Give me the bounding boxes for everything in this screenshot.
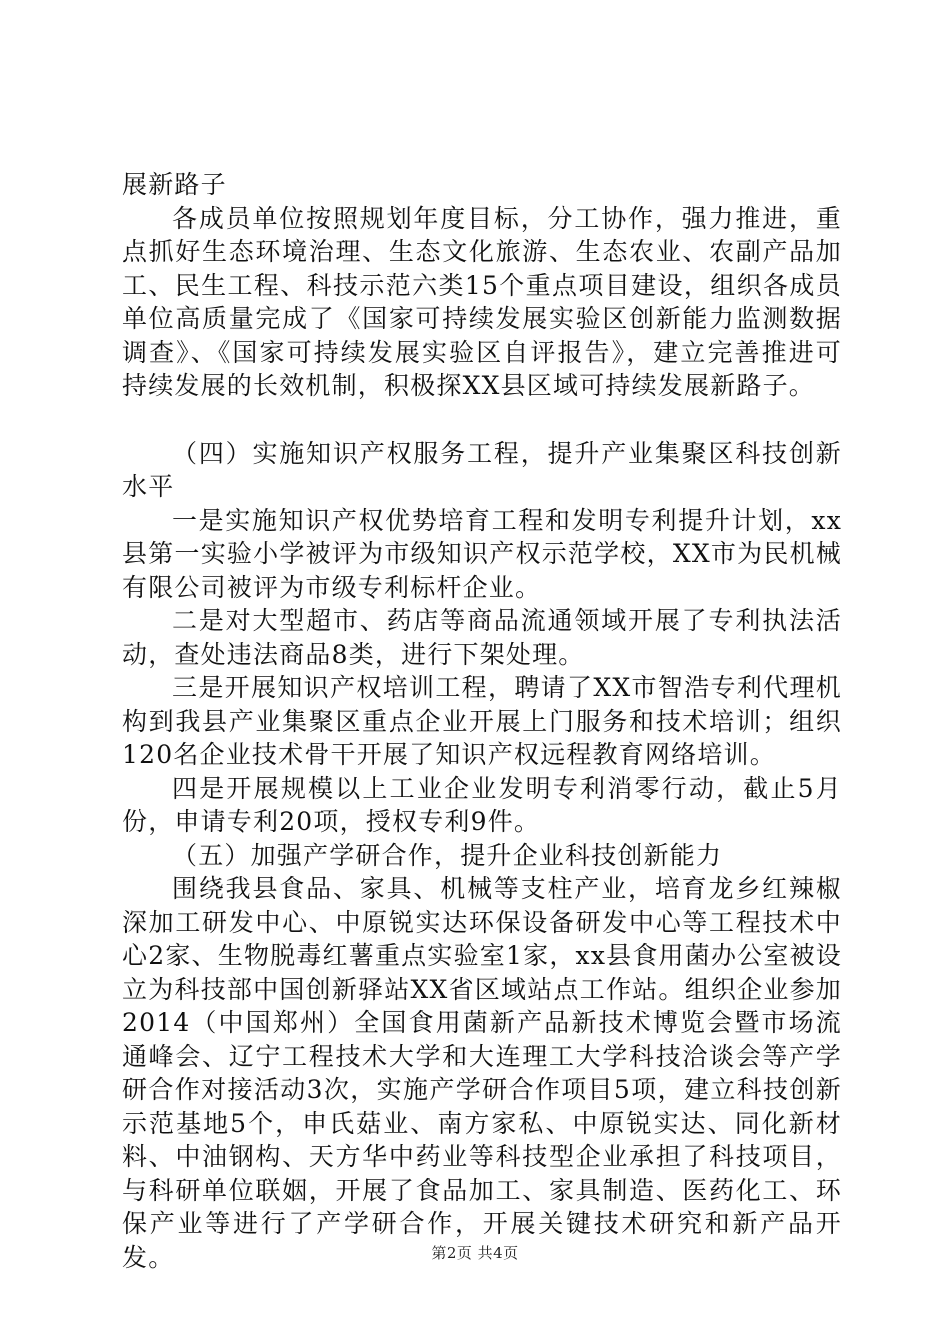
section-heading-5: （五）加强产学研合作，提升企业科技创新能力 xyxy=(172,840,723,870)
page-footer: 第2页 共4页 xyxy=(431,1244,519,1262)
paragraph-sustainable-development: 各成员单位按照规划年度目标，分工协作，强力推进，重点抓好生态环境治理、生态文化旅游、生态农业、农副产品加工、民生工程、科技示范六类15个重点项目建设，组织各成员单位高质量完成了《国家可持续发展实验区创新能力监测数据调查》、《国家可持续发展实验区自评报告》，建立完善推进可持续发展的长效机制，积极探XX县区域可持续发展新路子。 xyxy=(122,203,842,400)
document-body xyxy=(122,168,842,1274)
section-heading-4: （四）实施知识产权服务工程，提升产业集聚区科技创新水平 xyxy=(122,438,842,501)
paragraph-industry-research: 围绕我县食品、家具、机械等支柱产业，培育龙乡红辣椒深加工研发中心、中原锐实达环保设备研发中心等工程技术中心2家、生物脱毒红薯重点实验室1家，xx县食用菌办公室被设立为科技部中国创新驿站XX省区域站点工作站。组织企业参加2014（中国郑州）全国食用菌新产品新技术博览会暨市场流通峰会、辽宁工程技术大学和大连理工大学科技洽谈会等产学研合作对接活动3次，实施产学研合作项目5项，建立科技创新示范基地5个，申氏菇业、南方家私、中原锐实达、同化新材料、中油钢构、天方华中药业等科技型企业承担了科技项目，与科研单位联姻，开展了食品加工、家具制造、医药化工、环保产业等进行了产学研合作，开展关键技术研究和新产品开发。 xyxy=(122,874,842,1272)
paragraph-item-4: 四是开展规模以上工业企业发明专利消零行动，截止5月份，申请专利20项，授权专利9件。 xyxy=(122,773,842,836)
paragraph-continuation: 展新路子 xyxy=(122,170,227,199)
paragraph-item-3: 三是开展知识产权培训工程，聘请了XX市智浩专利代理机构到我县产业集聚区重点企业开展上门服务和技术培训；组织120名企业技术骨干开展了知识产权远程教育网络培训。 xyxy=(122,673,842,769)
paragraph-item-2: 二是对大型超市、药店等商品流通领域开展了专利执法活动，查处违法商品8类，进行下架处理。 xyxy=(122,606,842,669)
paragraph-item-1: 一是实施知识产权优势培育工程和发明专利提升计划，xx县第一实验小学被评为市级知识产权示范学校，XX市为民机械有限公司被评为市级专利标杆企业。 xyxy=(122,505,842,602)
